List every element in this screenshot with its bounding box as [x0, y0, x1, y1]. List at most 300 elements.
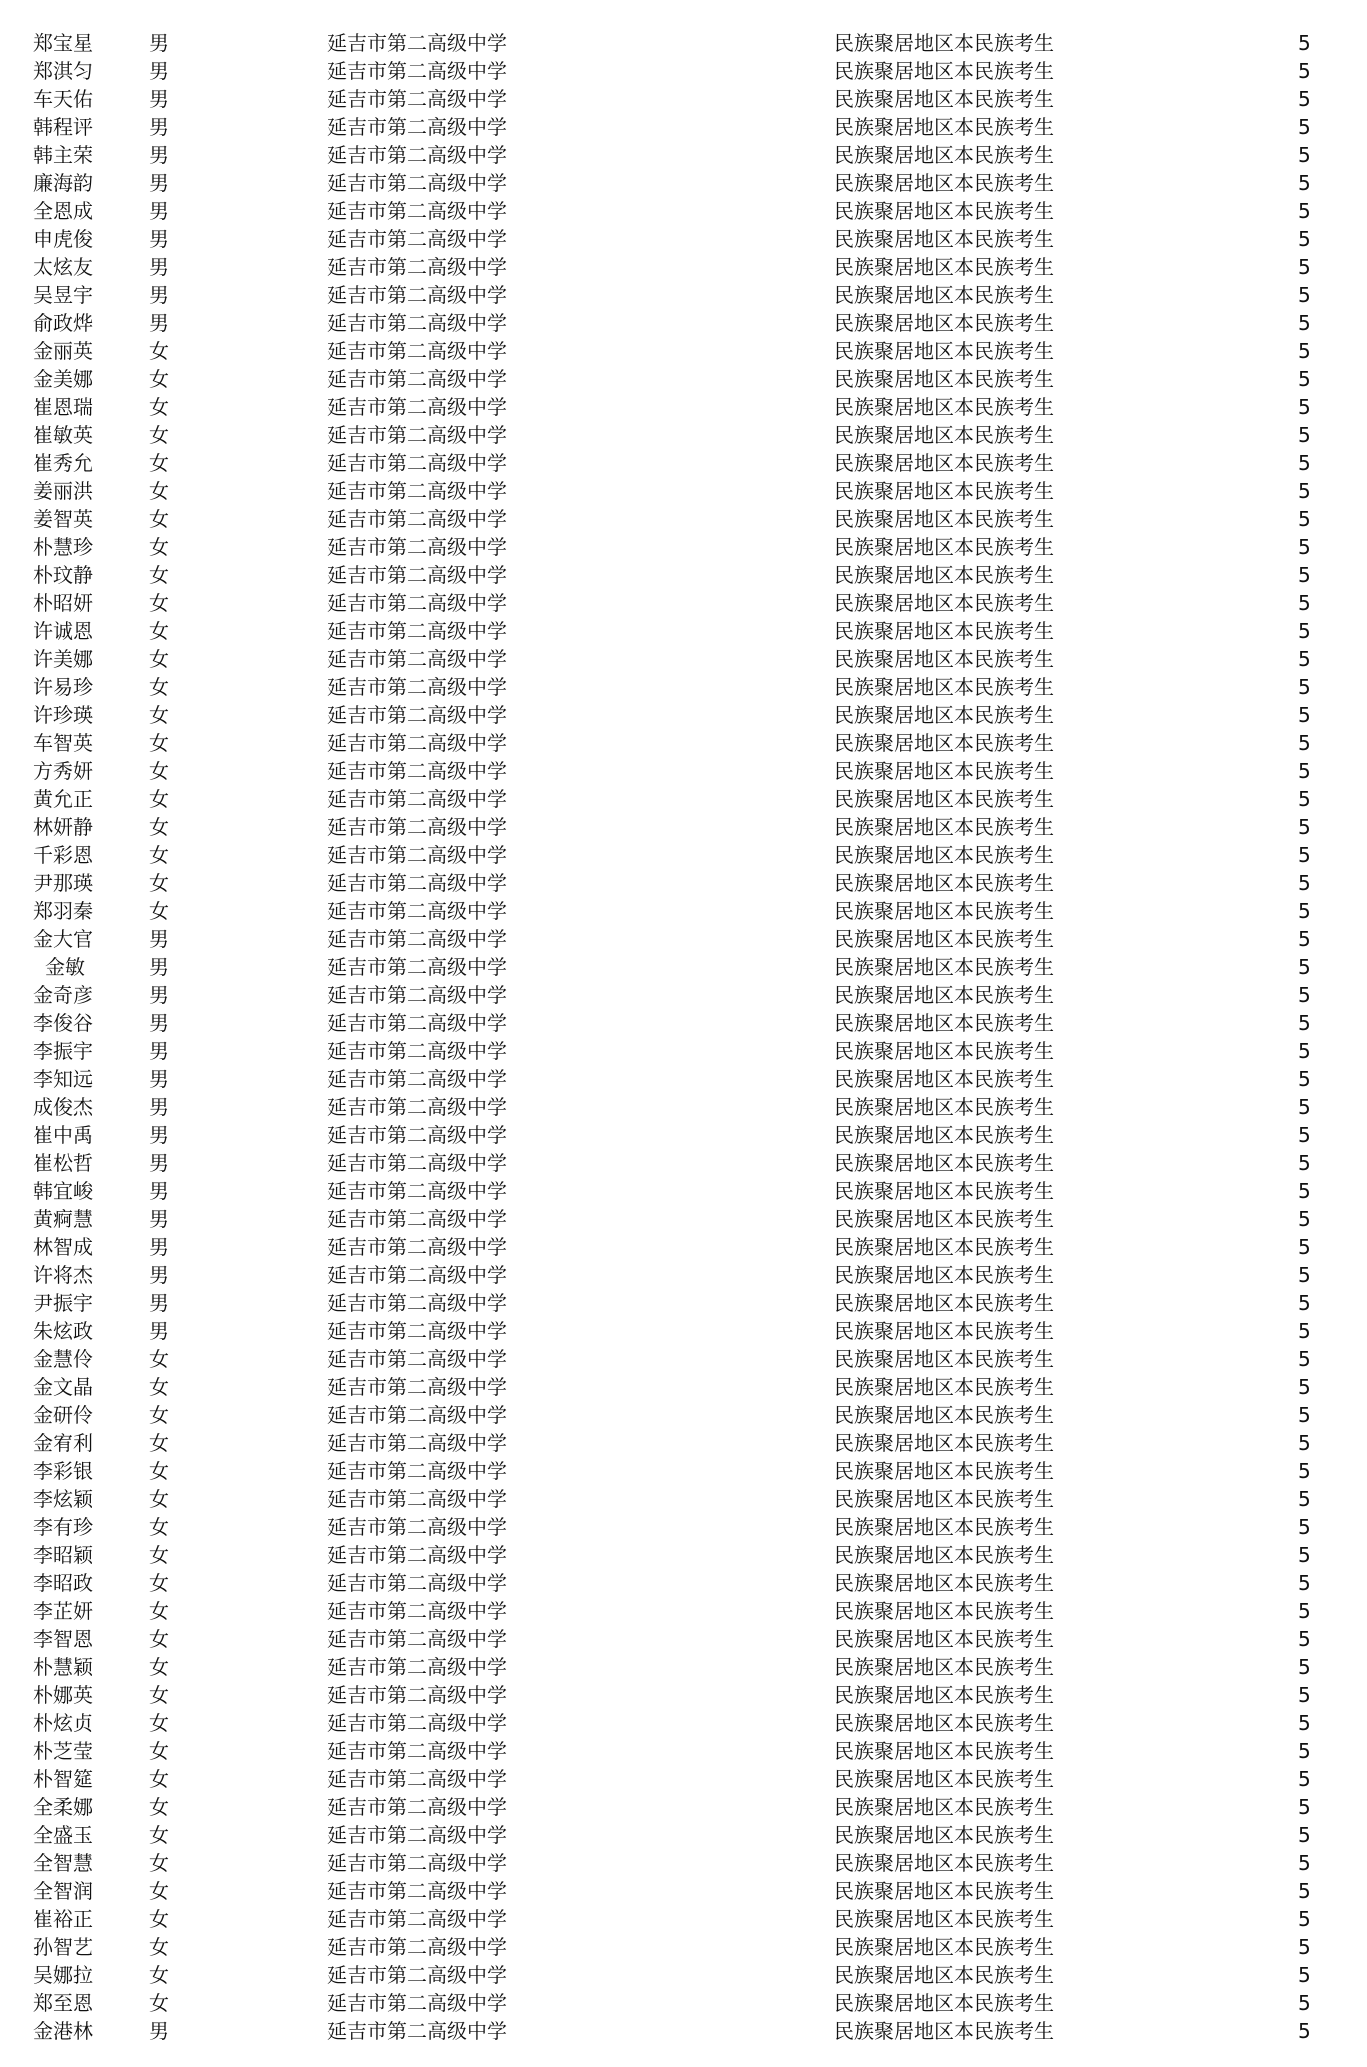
student-name: 金港林	[33, 2019, 93, 2043]
student-gender: 女	[149, 1739, 169, 1763]
student-name: 金美娜	[33, 367, 93, 391]
student-gender: 女	[149, 423, 169, 447]
student-gender: 女	[149, 1991, 169, 2015]
student-school: 延吉市第二高级中学	[327, 1011, 507, 1035]
student-school: 延吉市第二高级中学	[327, 1823, 507, 1847]
table-row	[0, 1737, 1367, 1765]
table-row	[0, 785, 1367, 813]
student-category: 民族聚居地区本民族考生	[834, 1095, 1054, 1119]
student-category: 民族聚居地区本民族考生	[834, 311, 1054, 335]
student-score: 5	[1298, 1403, 1311, 1427]
student-school: 延吉市第二高级中学	[327, 283, 507, 307]
student-gender: 男	[149, 199, 169, 223]
table-row	[0, 701, 1367, 729]
student-gender: 男	[149, 1291, 169, 1315]
table-row	[0, 981, 1367, 1009]
student-school: 延吉市第二高级中学	[327, 1487, 507, 1511]
student-name: 朴慧颖	[33, 1655, 93, 1679]
student-score: 5	[1298, 1067, 1311, 1091]
table-row	[0, 1149, 1367, 1177]
student-name: 李有珍	[33, 1515, 93, 1539]
student-name: 全柔娜	[33, 1795, 93, 1819]
student-gender: 女	[149, 1907, 169, 1931]
student-name: 李俊谷	[33, 1011, 93, 1035]
student-category: 民族聚居地区本民族考生	[834, 563, 1054, 587]
student-name: 吴昱宇	[33, 283, 93, 307]
table-row	[0, 29, 1367, 57]
student-name: 金大官	[33, 927, 93, 951]
student-name: 林妍静	[33, 815, 93, 839]
student-school: 延吉市第二高级中学	[327, 787, 507, 811]
student-gender: 女	[149, 1459, 169, 1483]
student-school: 延吉市第二高级中学	[327, 1123, 507, 1147]
student-school: 延吉市第二高级中学	[327, 115, 507, 139]
student-gender: 女	[149, 1627, 169, 1651]
student-category: 民族聚居地区本民族考生	[834, 1627, 1054, 1651]
student-school: 延吉市第二高级中学	[327, 171, 507, 195]
student-category: 民族聚居地区本民族考生	[834, 703, 1054, 727]
student-name: 太炫友	[33, 255, 93, 279]
table-row	[0, 1569, 1367, 1597]
student-name: 朴芝莹	[33, 1739, 93, 1763]
table-row	[0, 393, 1367, 421]
student-score: 5	[1298, 1907, 1311, 1931]
student-school: 延吉市第二高级中学	[327, 507, 507, 531]
student-score: 5	[1298, 731, 1311, 755]
table-row	[0, 1541, 1367, 1569]
student-name: 李昭政	[33, 1571, 93, 1595]
student-category: 民族聚居地区本民族考生	[834, 1907, 1054, 1931]
table-row	[0, 589, 1367, 617]
student-school: 延吉市第二高级中学	[327, 1655, 507, 1679]
student-name: 李振宇	[33, 1039, 93, 1063]
student-name: 方秀妍	[33, 759, 93, 783]
student-category: 民族聚居地区本民族考生	[834, 171, 1054, 195]
student-name: 李智恩	[33, 1627, 93, 1651]
student-school: 延吉市第二高级中学	[327, 1235, 507, 1259]
table-row	[0, 1709, 1367, 1737]
student-name: 全智慧	[33, 1851, 93, 1875]
table-row	[0, 1205, 1367, 1233]
student-school: 延吉市第二高级中学	[327, 1347, 507, 1371]
student-score: 5	[1298, 1767, 1311, 1791]
student-category: 民族聚居地区本民族考生	[834, 1403, 1054, 1427]
table-row	[0, 57, 1367, 85]
student-name: 韩程评	[33, 115, 93, 139]
student-score: 5	[1298, 367, 1311, 391]
student-name: 金丽英	[33, 339, 93, 363]
table-row	[0, 1345, 1367, 1373]
student-gender: 女	[149, 1655, 169, 1679]
table-row	[0, 673, 1367, 701]
student-gender: 男	[149, 983, 169, 1007]
table-row	[0, 1429, 1367, 1457]
student-score: 5	[1298, 143, 1311, 167]
student-score: 5	[1298, 1879, 1311, 1903]
student-school: 延吉市第二高级中学	[327, 1599, 507, 1623]
student-gender: 女	[149, 1935, 169, 1959]
student-gender: 女	[149, 1711, 169, 1735]
student-name: 郑羽秦	[33, 899, 93, 923]
student-score: 5	[1298, 283, 1311, 307]
student-score: 5	[1298, 983, 1311, 1007]
student-score: 5	[1298, 871, 1311, 895]
student-school: 延吉市第二高级中学	[327, 1375, 507, 1399]
student-category: 民族聚居地区本民族考生	[834, 731, 1054, 755]
student-school: 延吉市第二高级中学	[327, 703, 507, 727]
student-name: 韩主荣	[33, 143, 93, 167]
student-score: 5	[1298, 339, 1311, 363]
table-row	[0, 1485, 1367, 1513]
table-row	[0, 365, 1367, 393]
student-name: 许珍瑛	[33, 703, 93, 727]
table-row	[0, 1121, 1367, 1149]
student-score: 5	[1298, 227, 1311, 251]
student-category: 民族聚居地区本民族考生	[834, 647, 1054, 671]
table-row	[0, 337, 1367, 365]
student-name: 朴玟静	[33, 563, 93, 587]
student-category: 民族聚居地区本民族考生	[834, 1711, 1054, 1735]
student-category: 民族聚居地区本民族考生	[834, 1823, 1054, 1847]
student-name: 尹振宇	[33, 1291, 93, 1315]
table-row	[0, 281, 1367, 309]
student-gender: 男	[149, 1067, 169, 1091]
student-gender: 男	[149, 1263, 169, 1287]
table-row	[0, 309, 1367, 337]
student-category: 民族聚居地区本民族考生	[834, 451, 1054, 475]
table-row	[0, 449, 1367, 477]
student-school: 延吉市第二高级中学	[327, 619, 507, 643]
student-name: 李炫颖	[33, 1487, 93, 1511]
student-name: 许将杰	[33, 1263, 93, 1287]
student-category: 民族聚居地区本民族考生	[834, 1515, 1054, 1539]
student-school: 延吉市第二高级中学	[327, 535, 507, 559]
student-school: 延吉市第二高级中学	[327, 479, 507, 503]
student-name: 黄允正	[33, 787, 93, 811]
student-gender: 女	[149, 759, 169, 783]
student-score: 5	[1298, 899, 1311, 923]
student-category: 民族聚居地区本民族考生	[834, 1795, 1054, 1819]
student-name: 黄痾慧	[33, 1207, 93, 1231]
student-score: 5	[1298, 59, 1311, 83]
table-row	[0, 813, 1367, 841]
student-name: 郑至恩	[33, 1991, 93, 2015]
student-category: 民族聚居地区本民族考生	[834, 759, 1054, 783]
student-gender: 男	[149, 927, 169, 951]
student-school: 延吉市第二高级中学	[327, 1515, 507, 1539]
student-school: 延吉市第二高级中学	[327, 1403, 507, 1427]
student-school: 延吉市第二高级中学	[327, 143, 507, 167]
student-school: 延吉市第二高级中学	[327, 451, 507, 475]
student-gender: 女	[149, 1823, 169, 1847]
student-gender: 男	[149, 955, 169, 979]
student-name: 朱炫政	[33, 1319, 93, 1343]
student-score: 5	[1298, 815, 1311, 839]
student-name: 朴昭妍	[33, 591, 93, 615]
student-score: 5	[1298, 1739, 1311, 1763]
student-score: 5	[1298, 703, 1311, 727]
table-row	[0, 169, 1367, 197]
student-score: 5	[1298, 199, 1311, 223]
student-category: 民族聚居地区本民族考生	[834, 1151, 1054, 1175]
student-gender: 男	[149, 311, 169, 335]
student-school: 延吉市第二高级中学	[327, 983, 507, 1007]
student-category: 民族聚居地区本民族考生	[834, 479, 1054, 503]
student-name: 姜丽洪	[33, 479, 93, 503]
student-score: 5	[1298, 563, 1311, 587]
table-row	[0, 757, 1367, 785]
student-gender: 男	[149, 87, 169, 111]
student-category: 民族聚居地区本民族考生	[834, 143, 1054, 167]
table-row	[0, 113, 1367, 141]
student-gender: 男	[149, 1011, 169, 1035]
student-gender: 女	[149, 731, 169, 755]
student-category: 民族聚居地区本民族考生	[834, 227, 1054, 251]
student-school: 延吉市第二高级中学	[327, 199, 507, 223]
student-roster	[0, 29, 1367, 2045]
student-score: 5	[1298, 759, 1311, 783]
student-name: 全恩成	[33, 199, 93, 223]
student-score: 5	[1298, 1487, 1311, 1511]
student-name: 金敏	[45, 955, 85, 979]
student-category: 民族聚居地区本民族考生	[834, 1067, 1054, 1091]
student-gender: 女	[149, 507, 169, 531]
student-category: 民族聚居地区本民族考生	[834, 1655, 1054, 1679]
student-gender: 女	[149, 563, 169, 587]
table-row	[0, 897, 1367, 925]
student-school: 延吉市第二高级中学	[327, 675, 507, 699]
student-school: 延吉市第二高级中学	[327, 563, 507, 587]
table-row	[0, 645, 1367, 673]
student-gender: 女	[149, 591, 169, 615]
student-gender: 女	[149, 1879, 169, 1903]
student-score: 5	[1298, 115, 1311, 139]
student-school: 延吉市第二高级中学	[327, 1263, 507, 1287]
student-category: 民族聚居地区本民族考生	[834, 395, 1054, 419]
student-score: 5	[1298, 1235, 1311, 1259]
student-category: 民族聚居地区本民族考生	[834, 871, 1054, 895]
table-row	[0, 477, 1367, 505]
student-category: 民族聚居地区本民族考生	[834, 1767, 1054, 1791]
student-score: 5	[1298, 2019, 1311, 2043]
student-category: 民族聚居地区本民族考生	[834, 899, 1054, 923]
table-row	[0, 1009, 1367, 1037]
student-school: 延吉市第二高级中学	[327, 871, 507, 895]
student-score: 5	[1298, 1431, 1311, 1455]
student-name: 崔敏英	[33, 423, 93, 447]
student-gender: 女	[149, 1795, 169, 1819]
table-row	[0, 1933, 1367, 1961]
student-score: 5	[1298, 1151, 1311, 1175]
table-row	[0, 617, 1367, 645]
student-gender: 男	[149, 31, 169, 55]
student-score: 5	[1298, 451, 1311, 475]
student-school: 延吉市第二高级中学	[327, 367, 507, 391]
student-category: 民族聚居地区本民族考生	[834, 1459, 1054, 1483]
student-gender: 女	[149, 675, 169, 699]
student-score: 5	[1298, 1991, 1311, 2015]
student-category: 民族聚居地区本民族考生	[834, 1263, 1054, 1287]
student-gender: 男	[149, 1095, 169, 1119]
student-category: 民族聚居地区本民族考生	[834, 815, 1054, 839]
student-name: 崔恩瑞	[33, 395, 93, 419]
student-gender: 男	[149, 2019, 169, 2043]
student-score: 5	[1298, 1347, 1311, 1371]
student-gender: 女	[149, 843, 169, 867]
student-school: 延吉市第二高级中学	[327, 731, 507, 755]
student-score: 5	[1298, 1375, 1311, 1399]
student-school: 延吉市第二高级中学	[327, 1767, 507, 1791]
student-school: 延吉市第二高级中学	[327, 843, 507, 867]
student-gender: 女	[149, 1347, 169, 1371]
student-gender: 女	[149, 871, 169, 895]
student-gender: 女	[149, 703, 169, 727]
table-row	[0, 1821, 1367, 1849]
student-gender: 男	[149, 1207, 169, 1231]
student-score: 5	[1298, 1515, 1311, 1539]
student-score: 5	[1298, 1319, 1311, 1343]
student-name: 李昭颖	[33, 1543, 93, 1567]
student-name: 韩宜峻	[33, 1179, 93, 1203]
student-gender: 男	[149, 255, 169, 279]
student-school: 延吉市第二高级中学	[327, 1907, 507, 1931]
student-category: 民族聚居地区本民族考生	[834, 1571, 1054, 1595]
table-row	[0, 1233, 1367, 1261]
student-gender: 女	[149, 1599, 169, 1623]
student-gender: 女	[149, 619, 169, 643]
table-row	[0, 197, 1367, 225]
student-score: 5	[1298, 843, 1311, 867]
student-name: 金奇彦	[33, 983, 93, 1007]
student-score: 5	[1298, 87, 1311, 111]
student-category: 民族聚居地区本民族考生	[834, 1991, 1054, 2015]
table-row	[0, 869, 1367, 897]
table-row	[0, 1905, 1367, 1933]
student-score: 5	[1298, 1011, 1311, 1035]
student-gender: 男	[149, 1039, 169, 1063]
student-category: 民族聚居地区本民族考生	[834, 255, 1054, 279]
table-row	[0, 141, 1367, 169]
student-category: 民族聚居地区本民族考生	[834, 2019, 1054, 2043]
student-school: 延吉市第二高级中学	[327, 255, 507, 279]
student-category: 民族聚居地区本民族考生	[834, 619, 1054, 643]
student-gender: 男	[149, 1151, 169, 1175]
student-name: 崔中禹	[33, 1123, 93, 1147]
student-category: 民族聚居地区本民族考生	[834, 591, 1054, 615]
student-school: 延吉市第二高级中学	[327, 1039, 507, 1063]
student-school: 延吉市第二高级中学	[327, 87, 507, 111]
student-category: 民族聚居地区本民族考生	[834, 1683, 1054, 1707]
student-name: 车智英	[33, 731, 93, 755]
student-name: 崔裕正	[33, 1907, 93, 1931]
student-gender: 女	[149, 647, 169, 671]
student-school: 延吉市第二高级中学	[327, 1319, 507, 1343]
student-name: 千彩恩	[33, 843, 93, 867]
student-category: 民族聚居地区本民族考生	[834, 1011, 1054, 1035]
student-school: 延吉市第二高级中学	[327, 1851, 507, 1875]
table-row	[0, 1681, 1367, 1709]
student-category: 民族聚居地区本民族考生	[834, 1123, 1054, 1147]
student-score: 5	[1298, 1627, 1311, 1651]
student-category: 民族聚居地区本民族考生	[834, 1851, 1054, 1875]
student-score: 5	[1298, 535, 1311, 559]
student-school: 延吉市第二高级中学	[327, 339, 507, 363]
student-name: 许易珍	[33, 675, 93, 699]
student-category: 民族聚居地区本民族考生	[834, 199, 1054, 223]
table-row	[0, 253, 1367, 281]
student-gender: 女	[149, 787, 169, 811]
student-school: 延吉市第二高级中学	[327, 899, 507, 923]
student-school: 延吉市第二高级中学	[327, 1151, 507, 1175]
student-category: 民族聚居地区本民族考生	[834, 1963, 1054, 1987]
table-row	[0, 1513, 1367, 1541]
student-score: 5	[1298, 1963, 1311, 1987]
student-name: 金宥利	[33, 1431, 93, 1455]
student-gender: 女	[149, 1403, 169, 1427]
student-school: 延吉市第二高级中学	[327, 1543, 507, 1567]
student-category: 民族聚居地区本民族考生	[834, 1375, 1054, 1399]
table-row	[0, 1177, 1367, 1205]
student-school: 延吉市第二高级中学	[327, 1991, 507, 2015]
student-school: 延吉市第二高级中学	[327, 927, 507, 951]
student-category: 民族聚居地区本民族考生	[834, 1431, 1054, 1455]
student-category: 民族聚居地区本民族考生	[834, 1879, 1054, 1903]
student-score: 5	[1298, 647, 1311, 671]
student-category: 民族聚居地区本民族考生	[834, 787, 1054, 811]
student-score: 5	[1298, 787, 1311, 811]
student-category: 民族聚居地区本民族考生	[834, 115, 1054, 139]
student-gender: 男	[149, 59, 169, 83]
student-gender: 女	[149, 899, 169, 923]
table-row	[0, 505, 1367, 533]
table-row	[0, 1261, 1367, 1289]
table-row	[0, 2017, 1367, 2045]
student-school: 延吉市第二高级中学	[327, 395, 507, 419]
table-row	[0, 1065, 1367, 1093]
student-school: 延吉市第二高级中学	[327, 1431, 507, 1455]
table-row	[0, 1093, 1367, 1121]
student-school: 延吉市第二高级中学	[327, 1291, 507, 1315]
student-gender: 女	[149, 1571, 169, 1595]
table-row	[0, 1289, 1367, 1317]
student-score: 5	[1298, 479, 1311, 503]
student-score: 5	[1298, 1039, 1311, 1063]
student-score: 5	[1298, 171, 1311, 195]
student-gender: 女	[149, 479, 169, 503]
table-row	[0, 1849, 1367, 1877]
student-name: 金研伶	[33, 1403, 93, 1427]
student-school: 延吉市第二高级中学	[327, 423, 507, 447]
student-school: 延吉市第二高级中学	[327, 2019, 507, 2043]
student-score: 5	[1298, 1683, 1311, 1707]
student-school: 延吉市第二高级中学	[327, 1095, 507, 1119]
student-name: 崔秀允	[33, 451, 93, 475]
student-category: 民族聚居地区本民族考生	[834, 59, 1054, 83]
student-name: 俞政烨	[33, 311, 93, 335]
student-score: 5	[1298, 619, 1311, 643]
student-category: 民族聚居地区本民族考生	[834, 283, 1054, 307]
student-category: 民族聚居地区本民族考生	[834, 339, 1054, 363]
student-school: 延吉市第二高级中学	[327, 311, 507, 335]
student-gender: 女	[149, 535, 169, 559]
student-category: 民族聚居地区本民族考生	[834, 1543, 1054, 1567]
table-row	[0, 1989, 1367, 2017]
student-school: 延吉市第二高级中学	[327, 1795, 507, 1819]
student-name: 车天佑	[33, 87, 93, 111]
student-gender: 男	[149, 283, 169, 307]
student-score: 5	[1298, 255, 1311, 279]
student-category: 民族聚居地区本民族考生	[834, 535, 1054, 559]
